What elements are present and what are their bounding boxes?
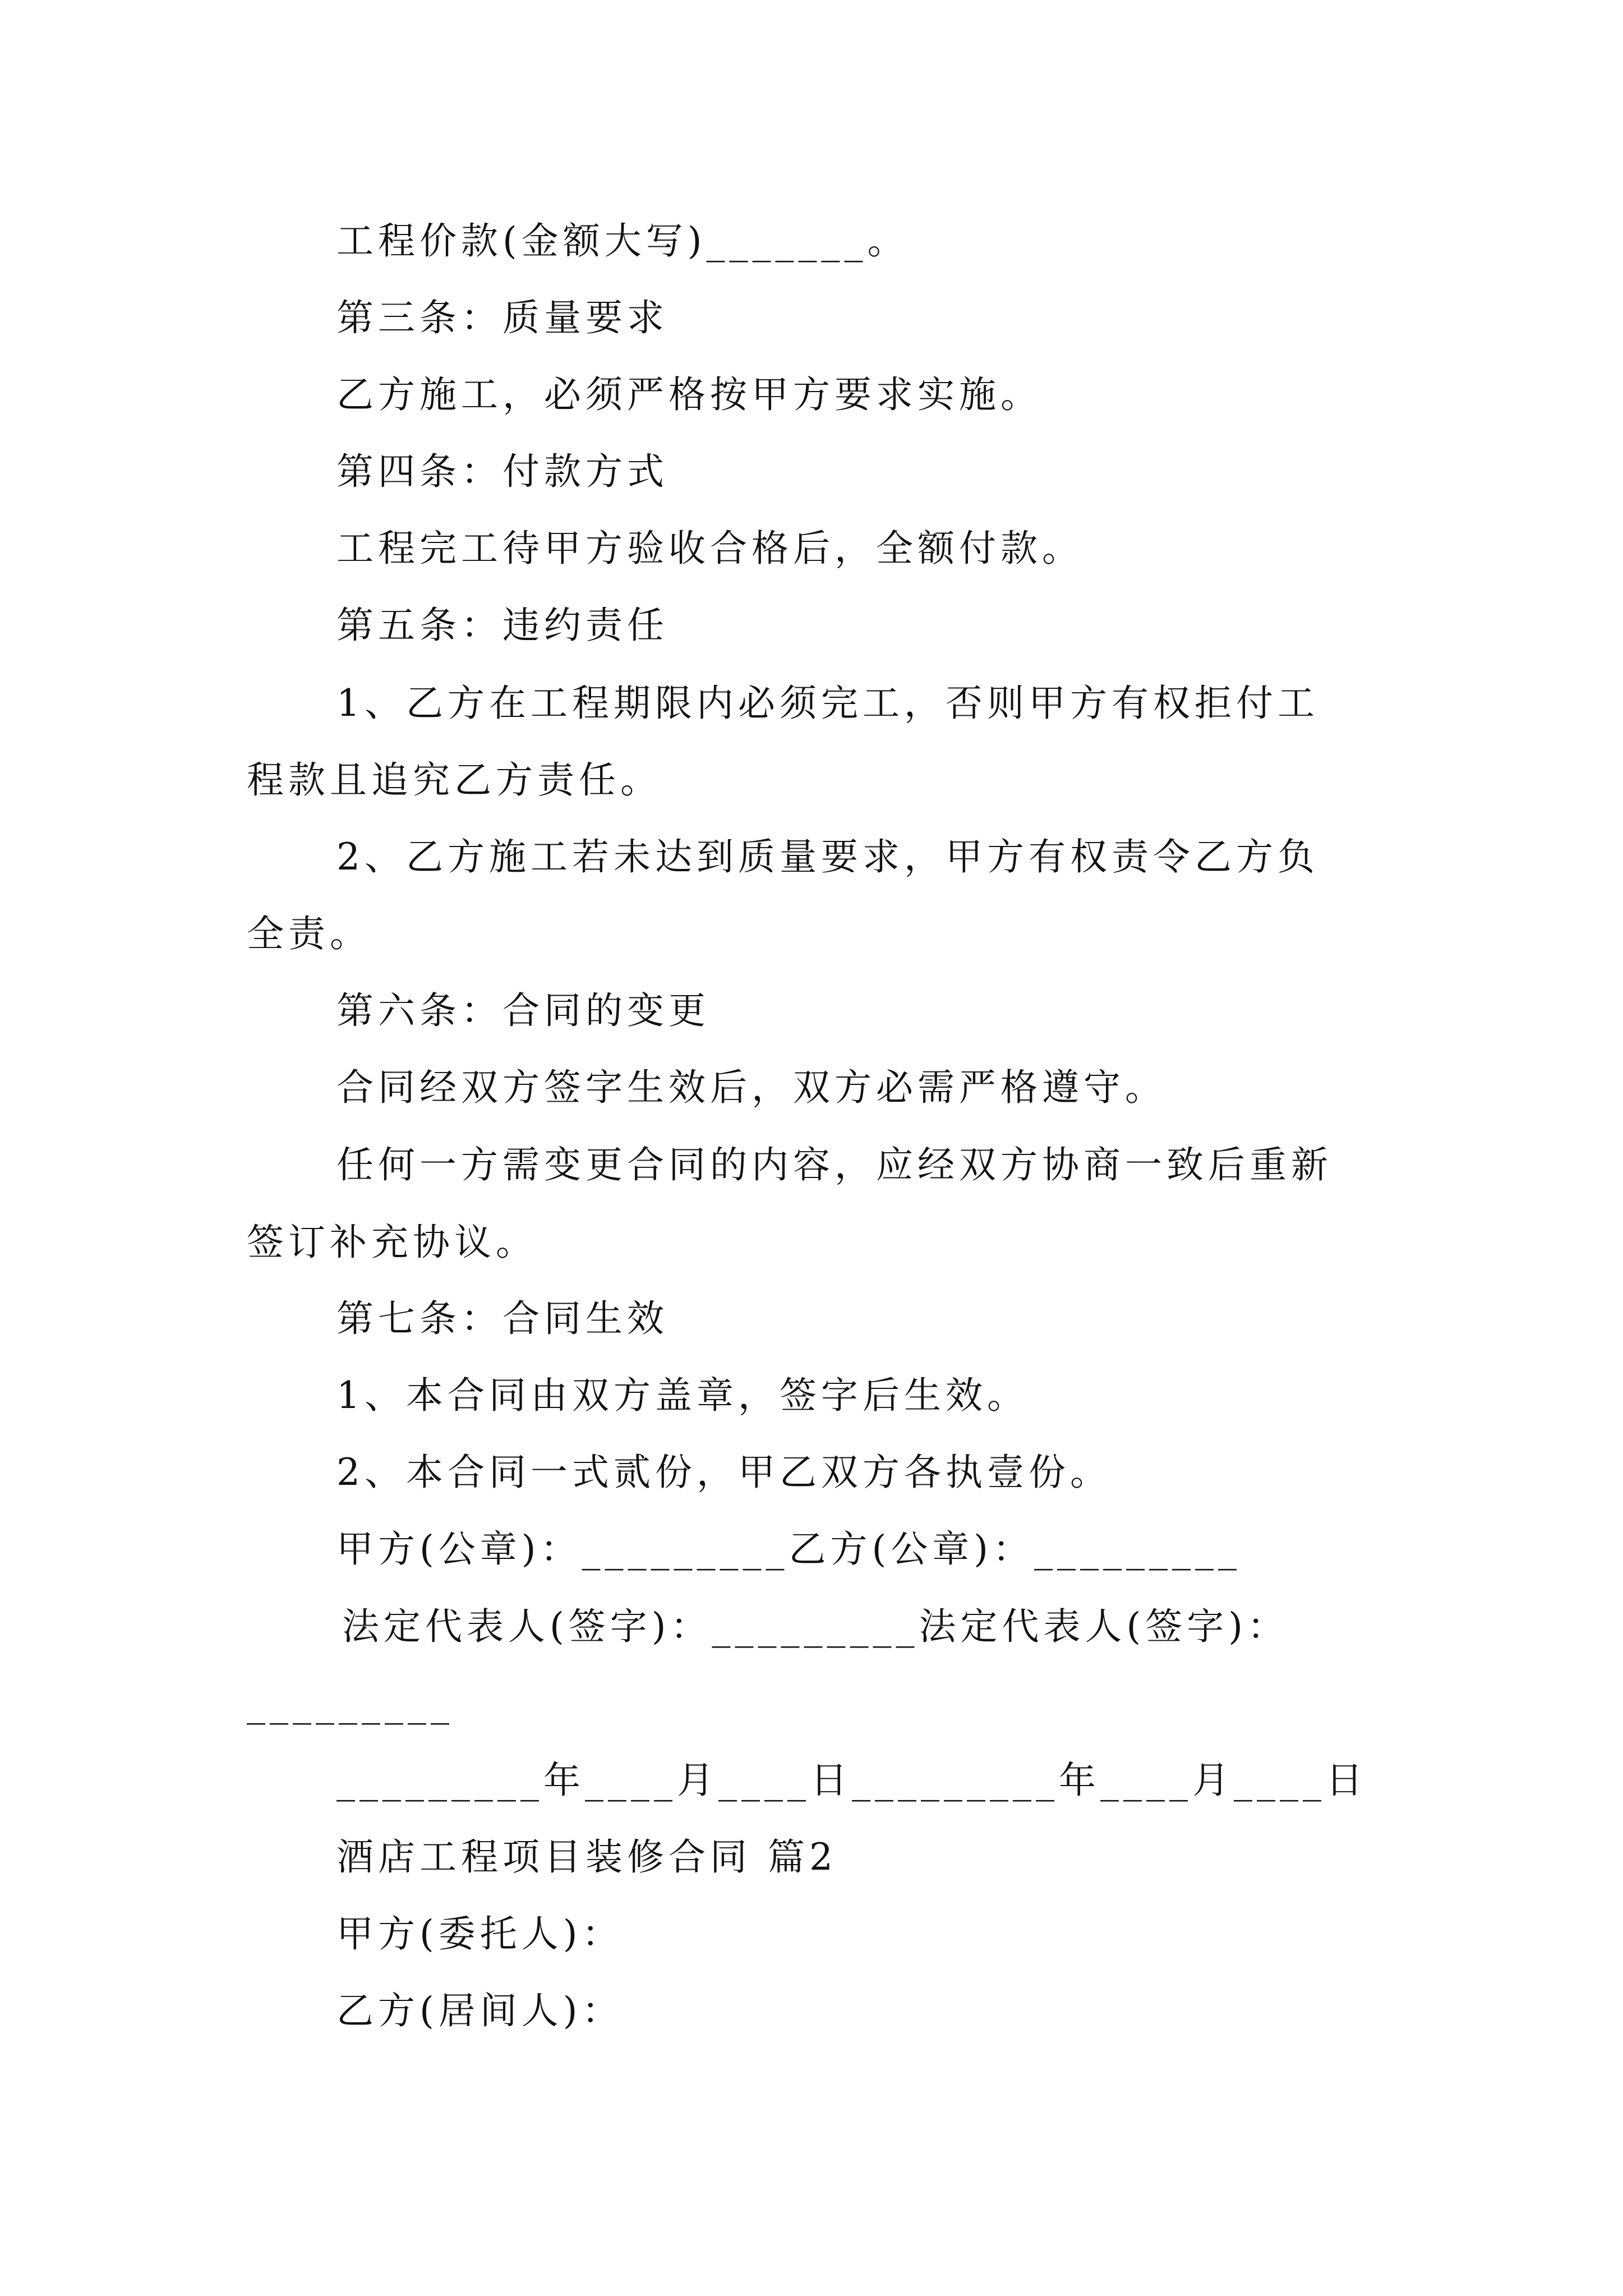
heading-article-6: 第六条：合同的变更: [336, 989, 710, 1032]
line-legal-representatives: 法定代表人(签字)：_________法定代表人(签字)：: [342, 1605, 1289, 1648]
heading-article-3: 第三条：质量要求: [336, 296, 668, 339]
heading-article-5: 第五条：违约责任: [336, 604, 668, 647]
line-signature-blank: _________: [247, 1682, 454, 1725]
heading-article-4: 第四条：付款方式: [336, 450, 668, 493]
line-party-b-intermediary: 乙方(居间人)：: [336, 1989, 624, 2032]
line-seals: 甲方(公章)：_________乙方(公章)：_________: [336, 1527, 1241, 1571]
line-payment-method: 工程完工待甲方验收合格后，全额付款。: [336, 527, 1083, 570]
line-breach-1a: 1、乙方在工程期限内必须完工，否则甲方有权拒付工: [336, 682, 1319, 725]
line-dates: _________年____月____日_________年____月____日: [336, 1759, 1367, 1802]
line-contract-price: 工程价款(金额大写)_______。: [336, 219, 909, 263]
line-effect-1: 1、本合同由双方盖章，签字后生效。: [336, 1374, 1029, 1417]
line-breach-1b: 程款且追究乙方责任。: [247, 758, 662, 802]
line-quality-requirement: 乙方施工，必须严格按甲方要求实施。: [336, 373, 1042, 416]
line-breach-2b: 全责。: [247, 912, 371, 955]
line-effect-2: 2、本合同一式贰份，甲乙双方各执壹份。: [336, 1451, 1112, 1494]
section-title-part-2: 酒店工程项目装修合同 篇2: [336, 1835, 837, 1879]
line-change-2b: 签订补充协议。: [247, 1221, 537, 1264]
heading-article-7: 第七条：合同生效: [336, 1297, 668, 1340]
line-party-a-principal: 甲方(委托人)：: [336, 1912, 624, 1955]
line-breach-2a: 2、乙方施工若未达到质量要求，甲方有权责令乙方负: [336, 835, 1319, 878]
line-change-1: 合同经双方签字生效后，双方必需严格遵守。: [336, 1066, 1166, 1109]
line-change-2a: 任何一方需变更合同的内容，应经双方协商一致后重新: [336, 1143, 1332, 1186]
